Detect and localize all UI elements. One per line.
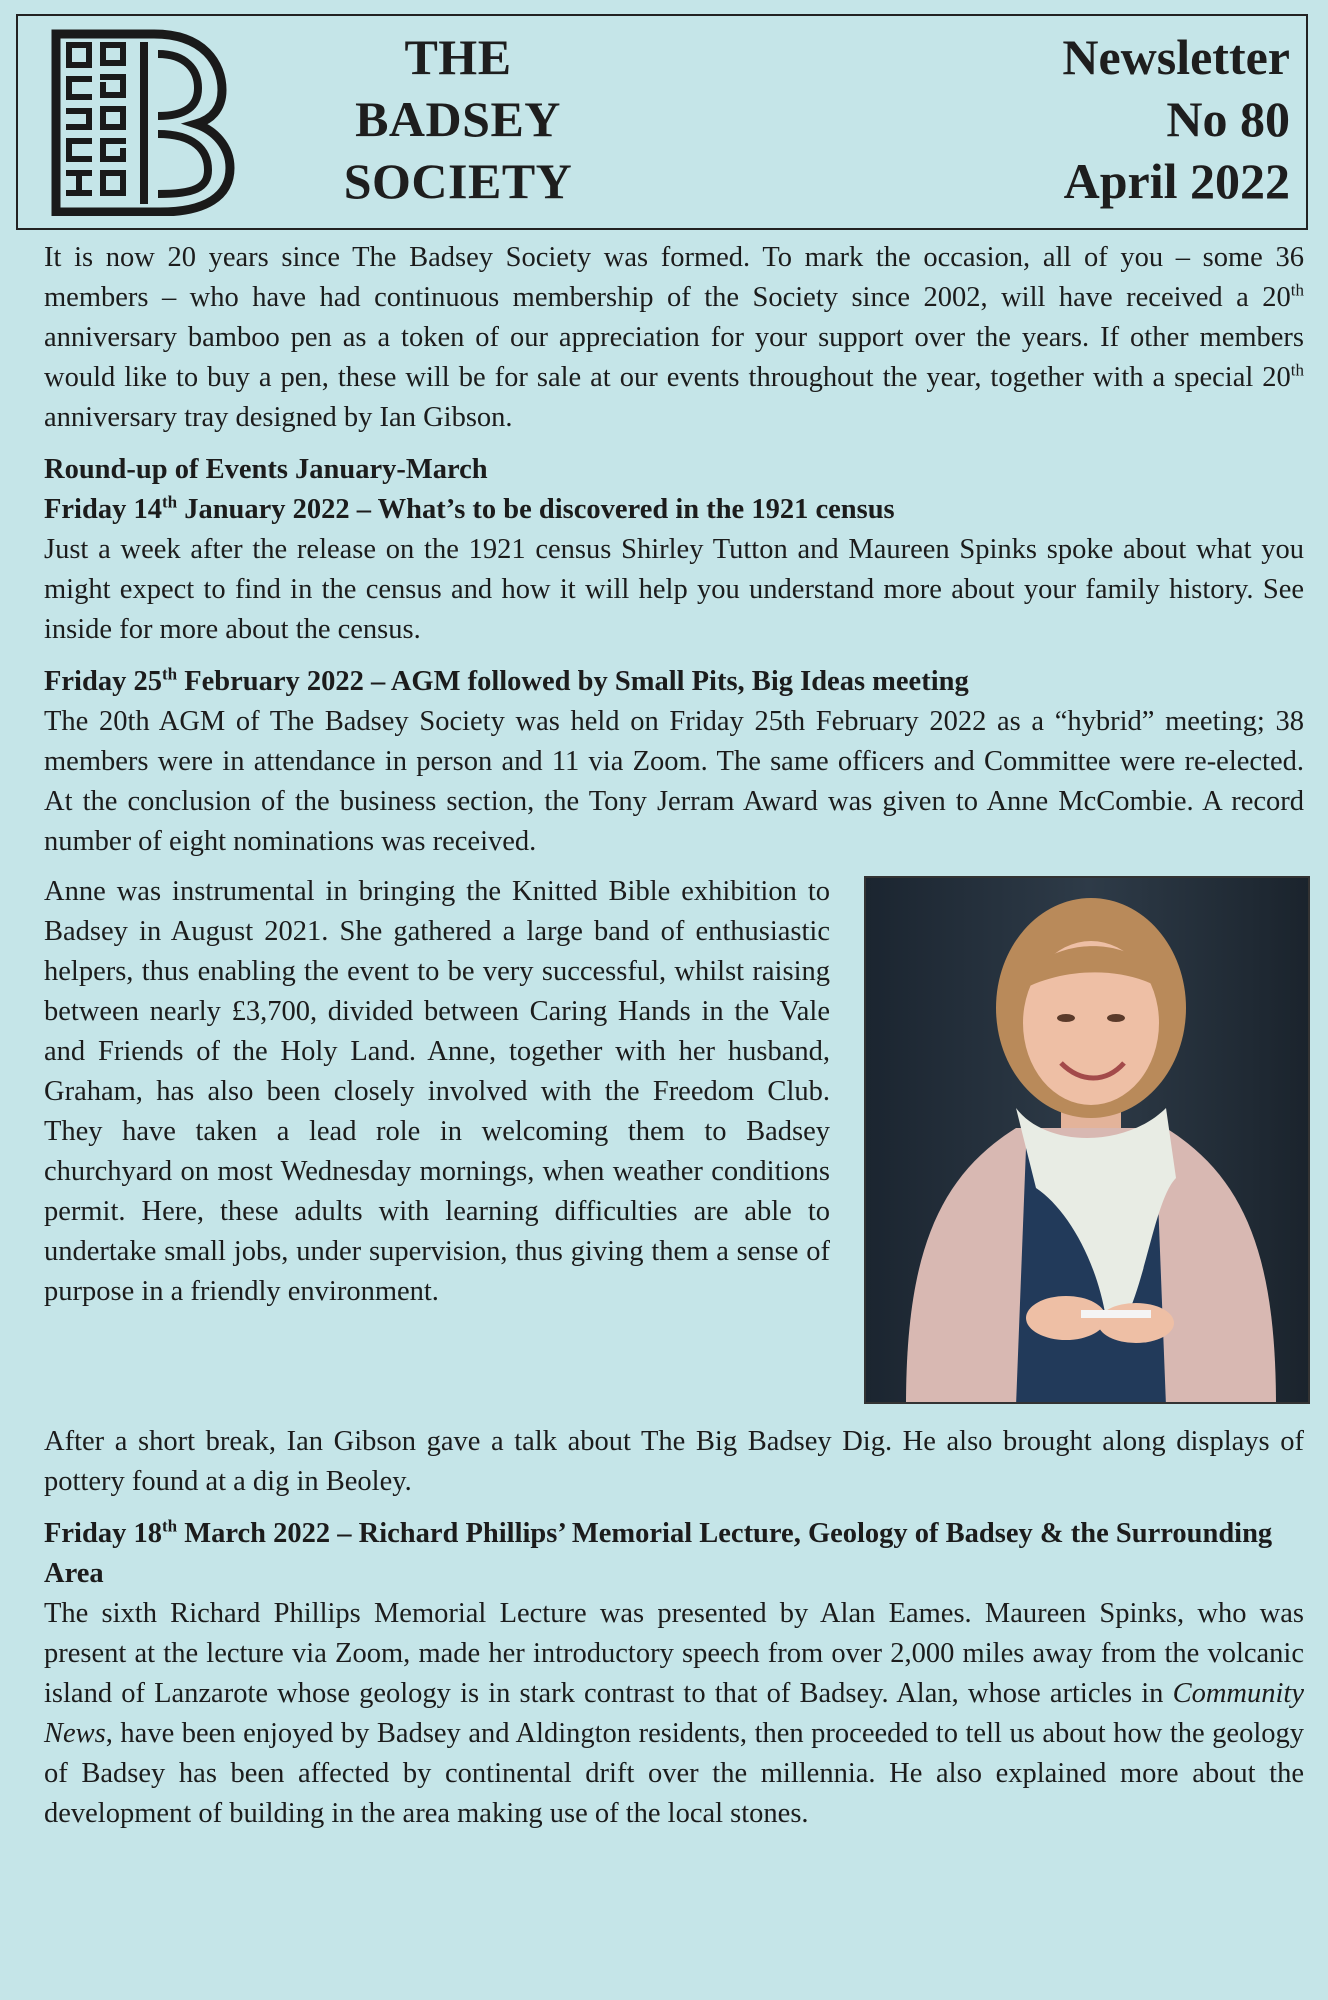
photo-illustration xyxy=(866,878,1310,1404)
logo-graphic xyxy=(36,28,241,216)
society-name xyxy=(288,26,628,212)
society-name-line2: BADSEY xyxy=(355,91,561,147)
after-break-paragraph: After a short break, Ian Gibson gave a talk about The Big Badsey Dig. He also brought along displays of pottery found at a dig in Beoley. xyxy=(44,1426,1304,1497)
event3-body: The sixth Richard Phillips Memorial Lecture was presented by Alan Eames. Maureen Spinks, who was present at the lecture via Zoom, made her introductory speech from over 2,000 miles away from the volcanic island of Lanzarote whose geology is in stark contrast to that of Badsey. Alan, whose articles in Community News, have been enjoyed by Badsey and Aldington residents, then proceeded to tell us about how the geology of Badsey has been affected by continental drift over the millennia. He also explained more about the development of building in the area making use of the local stones. xyxy=(44,1598,1304,1829)
society-name-line3: SOCIETY xyxy=(343,153,573,209)
community-news-title: Community News xyxy=(44,1678,1304,1749)
issue-label: Newsletter xyxy=(1062,29,1290,85)
newsletter-body xyxy=(44,238,1304,1834)
event2-body: The 20th AGM of The Badsey Society was held on Friday 25th February 2022 as a “hybrid” meeting; 38 members were in attendance in person and 11 via Zoom. The same officers and Committee were re-elected. At the conclusion of the business section, the Tony Jerram Award was given to Anne McCombie. A record number of eight nominations was received. xyxy=(44,706,1304,857)
event2-heading: Friday 25th February 2022 – AGM followed by Small Pits, Big Ideas meeting xyxy=(44,664,969,697)
intro-paragraph: It is now 20 years since The Badsey Society was formed. To mark the occasion, all of you – some 36 members – who have had continuous membership of the Society since 2002, will have received a 20th anniversary bamboo pen as a token of our appreciation for your support over the years. If other members would like to buy a pen, these will be for sale at our events throughout the year, together with a special 20th anniversary tray designed by Ian Gibson. xyxy=(44,242,1304,433)
masthead xyxy=(16,14,1308,230)
issue-info xyxy=(990,26,1290,212)
anne-section xyxy=(44,872,1304,1392)
anne-paragraph: Anne was instrumental in bringing the Knitted Bible exhibition to Badsey in August 2021. She gathered a large band of enthusiastic helpers, thus enabling the event to be very successful, whilst raising between nearly £3,700, divided between Caring Hands in the Vale and Friends of the Holy Land. Anne, together with her husband, Graham, has also been closely involved with the Freedom Club. They have taken a lead role in welcoming them to Badsey churchyard on most Wednesday mornings, when weather conditions permit. Here, these adults with learning difficulties are able to undertake small jobs, under supervision, thus giving them a sense of purpose in a friendly environment. xyxy=(44,876,830,1307)
badsey-society-logo xyxy=(36,28,241,216)
event3-heading: Friday 18th March 2022 – Richard Phillips’ Memorial Lecture, Geology of Badsey & the Surrounding Area xyxy=(44,1516,1273,1589)
event1-body: Just a week after the release on the 1921 census Shirley Tutton and Maureen Spinks spoke about what you might expect to find in the census and how it will help you understand more about your family history. See inside for more about the census. xyxy=(44,534,1304,645)
event1-heading: Friday 14th January 2022 – What’s to be discovered in the 1921 census xyxy=(44,492,895,525)
issue-number: No 80 xyxy=(1166,91,1290,147)
roundup-heading: Round-up of Events January-March xyxy=(44,454,488,485)
issue-date: April 2022 xyxy=(1063,153,1290,209)
society-name-line1: THE xyxy=(404,29,512,85)
anne-mccombie-photo xyxy=(864,876,1310,1404)
